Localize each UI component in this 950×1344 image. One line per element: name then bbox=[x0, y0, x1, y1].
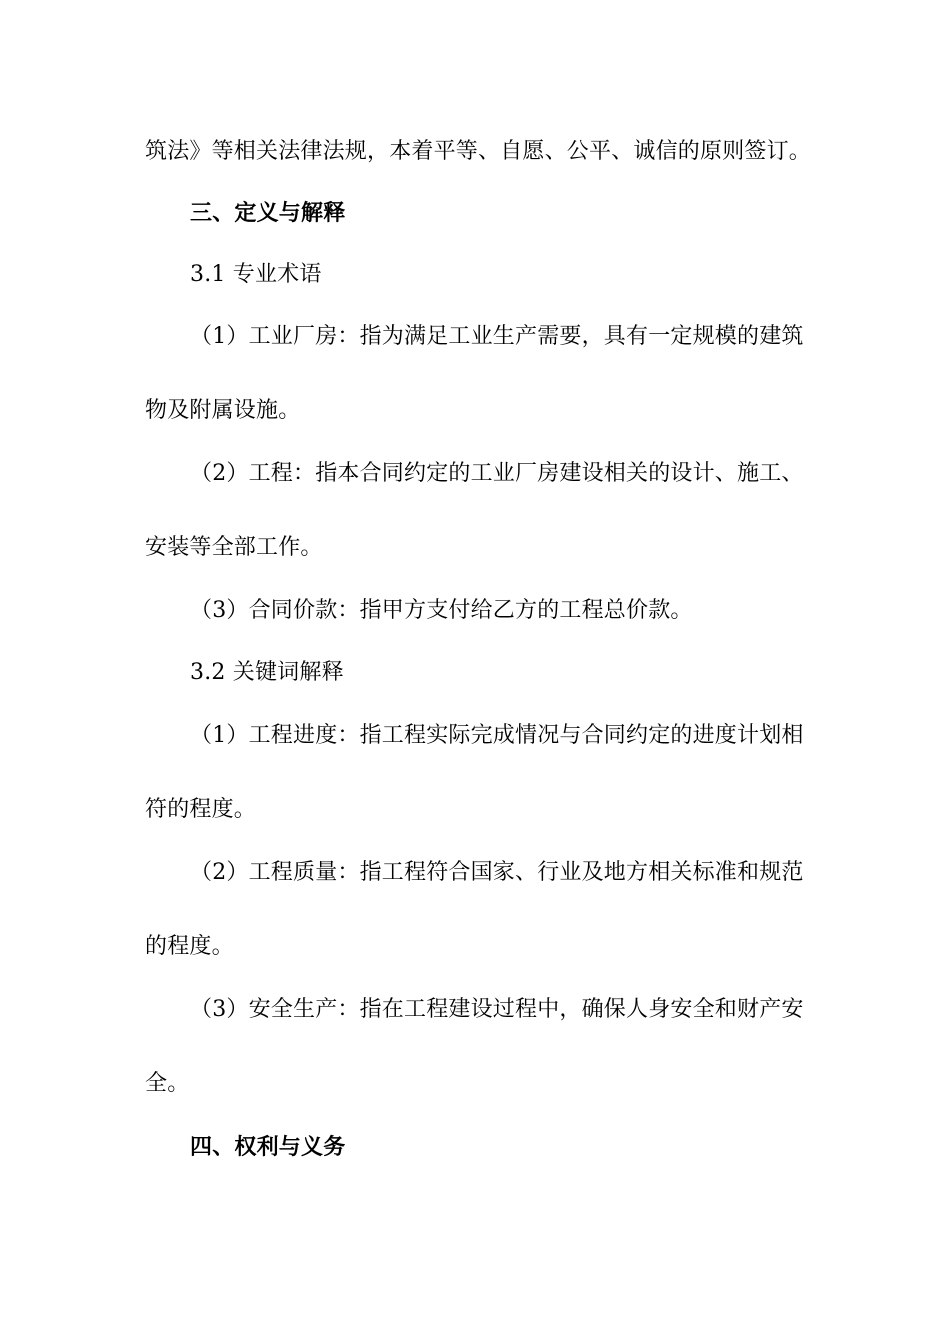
paragraph-text: 物及附属设施。 bbox=[145, 398, 301, 423]
paragraph-text: （2）工程：指本合同约定的工业厂房建设相关的设计、施工、 bbox=[190, 461, 804, 486]
paragraph-text: 筑法》等相关法律法规，本着平等、自愿、公平、诚信的原则签订。 bbox=[145, 139, 812, 164]
subsection-heading: 3.2 关键词解释 bbox=[190, 660, 344, 685]
paragraph-text: （3）合同价款：指甲方支付给乙方的工程总价款。 bbox=[190, 598, 693, 623]
paragraph-text: 的程度。 bbox=[145, 934, 234, 959]
paragraph-text: （1）工业厂房：指为满足工业生产需要，具有一定规模的建筑 bbox=[190, 324, 804, 349]
paragraph-text: 符的程度。 bbox=[145, 797, 257, 822]
paragraph-text: 全。 bbox=[145, 1071, 190, 1096]
section-heading: 三、定义与解释 bbox=[190, 200, 346, 226]
subsection-heading: 3.1 专业术语 bbox=[190, 262, 322, 287]
paragraph-text: 安装等全部工作。 bbox=[145, 535, 323, 560]
section-heading: 四、权利与义务 bbox=[190, 1134, 346, 1160]
paragraph-text: （1）工程进度：指工程实际完成情况与合同约定的进度计划相 bbox=[190, 723, 804, 748]
paragraph-text: （2）工程质量：指工程符合国家、行业及地方相关标准和规范 bbox=[190, 860, 804, 885]
paragraph-text: （3）安全生产：指在工程建设过程中，确保人身安全和财产安 bbox=[190, 997, 804, 1022]
